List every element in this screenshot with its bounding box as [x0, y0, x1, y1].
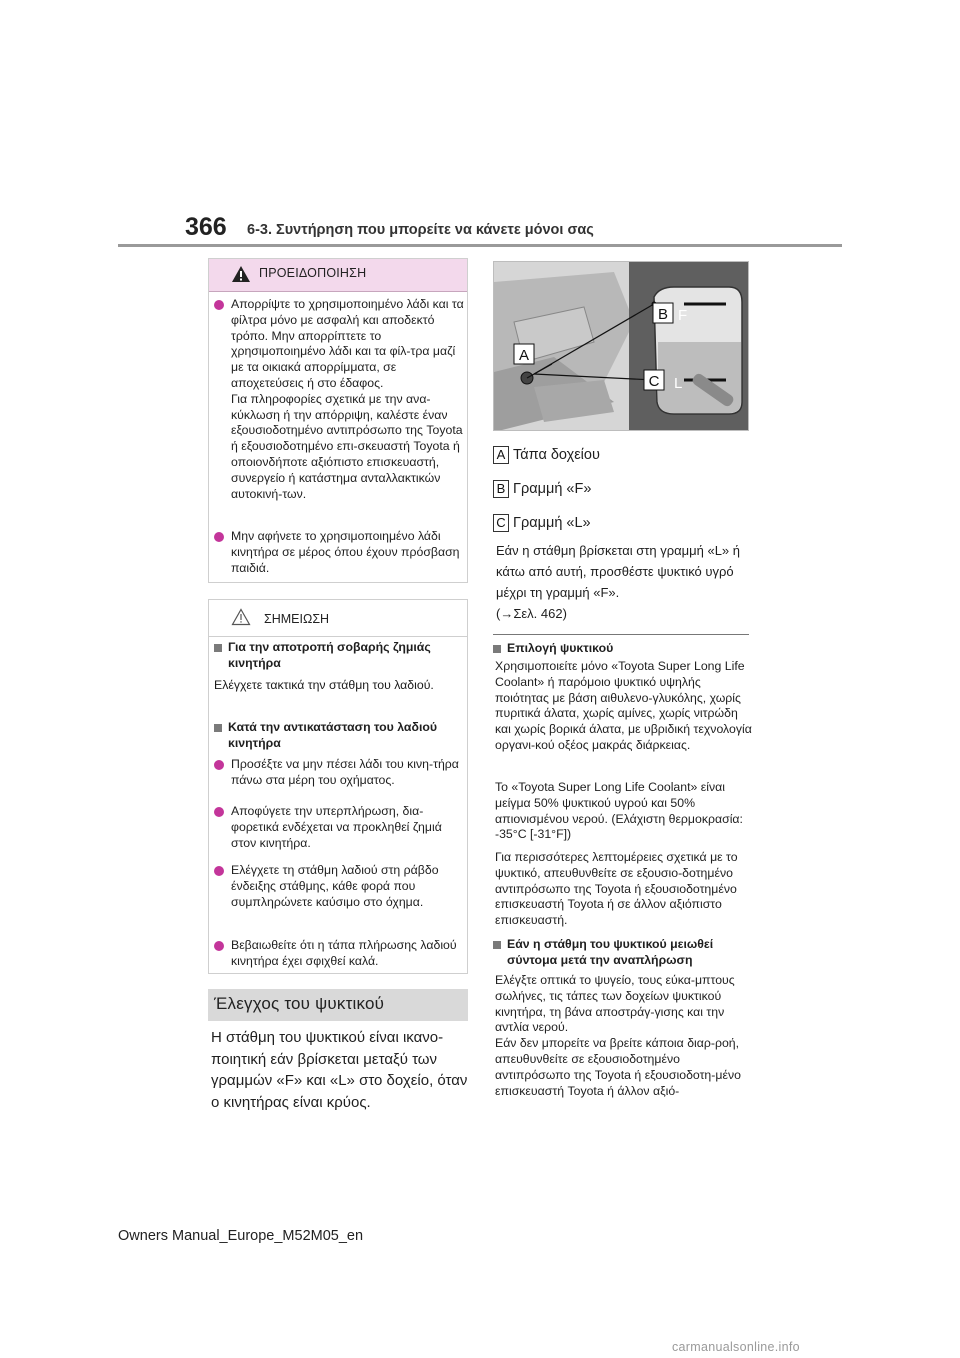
section-divider	[493, 634, 749, 635]
coolant-drop-p1: Ελέγξτε οπτικά το ψυγείο, τους εύκα-μπτους σωλήνες, τις τάπες των δοχείων ψυκτικού κινητήρα, τη βάνα αποστράγ-γισης και την αντλία νερού. Εάν δεν μπορείτε να βρείτε κάποια διαρ-ροή, απευθυνθείτε σε εξουσιοδοτημένο αντιπρόσωπο της Toyota ή εξουσιοδοτη-μένο επισκευαστή Toyota ή άλλον αξιό-	[495, 973, 741, 1098]
bullet-icon	[214, 760, 224, 770]
coolant-choice-p2: Το «Toyota Super Long Life Coolant» είναι μείγμα 50% ψυκτικού υγρού και 50% απιονισμένου νερού. (Ελάχιστη θερμοκρασία: -35°C [-31°F])	[495, 780, 743, 842]
warning-item-text: Μην αφήνετε το χρησιμοποιημένο λάδι κινητήρα σε μέρος όπου έχουν πρόσβαση παιδιά.	[231, 529, 460, 575]
note-item: Αποφύγετε την υπερπλήρωση, δια-φορετικά ενδέχεται να προκληθεί ζημιά στον κινητήρα.	[214, 804, 464, 851]
coolant-choice-p3: Για περισσότερες λεπτομέρειες σχετικά με το ψυκτικό, απευθυνθείτε σε εξουσιο-δοτημένο αντιπρόσωπο της Toyota ή εξουσιοδοτημένο επισκευαστή Toyota ή σε άλλον αξιόπιστο επισκευαστή.	[495, 850, 738, 928]
coolant-body-text: Η στάθμη του ψυκτικού είναι ικανο-ποιητική εάν βρίσκεται μεταξύ των γραμμών «F» και «L» στο δοχείο, όταν ο κινητήρας είναι κρύος.	[211, 1029, 468, 1111]
callout-b: B	[657, 306, 669, 323]
square-bullet-icon	[214, 724, 222, 732]
note-item: Βεβαιωθείτε ότι η τάπα πλήρωσης λαδιού κινητήρα έχει σφιχθεί καλά.	[214, 938, 464, 970]
note-item: Προσέξτε να μην πέσει λάδι του κινη-τήρα πάνω στα μέρη του οχήματος.	[214, 757, 464, 789]
page-number: 366	[185, 213, 227, 241]
bullet-icon	[214, 300, 224, 310]
bullet-icon	[214, 532, 224, 542]
bullet-icon	[214, 807, 224, 817]
note-title: ΣΗΜΕΙΩΣΗ	[264, 612, 330, 626]
engine-bay-illustration	[494, 262, 749, 431]
coolant-drop-heading: Εάν η στάθμη του ψυκτικού μειωθεί σύντομα μετά την αναπλήρωση	[493, 937, 751, 969]
note-box	[208, 599, 468, 974]
square-bullet-icon	[493, 941, 501, 949]
warning-box	[208, 258, 468, 583]
note-section-heading: Για την αποτροπή σοβαρής ζημιάς κινητήρα	[214, 640, 464, 672]
note-item: Ελέγχετε τη στάθμη λαδιού στη ράβδο ένδειξης στάθμης, κάθε φορά που συμπληρώνετε καύσιμο στο όχημα.	[214, 863, 464, 910]
callout-c: C	[648, 373, 660, 390]
warning-header	[209, 259, 467, 292]
coolant-choice-p1: Χρησιμοποιείτε μόνο «Toyota Super Long Life Coolant» ή παρόμοιο ψυκτικό υψηλής ποιότητας με βάση αιθυλενο-γλυκόλης, χωρίς πυριτικά άλατα, χωρίς αμίνες, χωρίς νιτρώδη και χωρίς βορικά άλατα, με υβριδική τεχνολογία οργανι-κού οξέος μακράς διάρκειας.	[495, 659, 752, 752]
level-instruction: Εάν η στάθμη βρίσκεται στη γραμμή «L» ή κάτω από αυτή, προσθέστε ψυκτικό υγρό μέχρι τη γραμμή «F». (→Σελ. 462)	[496, 543, 741, 621]
warning-item	[214, 529, 464, 576]
coolant-section-heading	[208, 989, 468, 1021]
marker-f: F	[678, 307, 688, 324]
letter-box: B	[493, 480, 509, 498]
warning-item-text: Απορρίψτε το χρησιμοποιημένο λάδι και τα φίλτρα μόνο με ασφαλή και αποδεκτό τρόπο. Μην απορρίπτετε το χρησιμοποιημένο λάδι και τα φίλ-τρα μαζί με τα οικιακά απορρίμματα, σε αποχετεύσεις ή στο έδαφος. Για πληροφορίες σχετικά με την ανα-κύκλωση ή την απόρριψη, καλέστε έναν εξουσιοδοτημένο αντιπρόσωπο της Toyota ή εξουσιοδοτημένο επι-σκευαστή Toyota ή οποιονδήποτε αξιόπιστο επισκευαστή, συνεργείο ή κατάστημα ανταλλακτικών αυτοκινή-των.	[231, 297, 464, 501]
footer-manual-id: Owners Manual_Europe_M52M05_en	[118, 1228, 364, 1244]
coolant-reservoir-figure	[493, 261, 749, 431]
marker-l: L	[674, 375, 683, 392]
header-divider	[118, 244, 842, 247]
callout-a: A	[518, 347, 530, 364]
bullet-icon	[214, 866, 224, 876]
caution-icon	[231, 608, 251, 626]
coolant-heading-text: Έλεγχος του ψυκτικού	[214, 994, 385, 1013]
letter-box: C	[493, 514, 509, 532]
bullet-icon	[214, 941, 224, 951]
warning-icon	[231, 265, 251, 283]
warning-item	[214, 297, 464, 502]
watermark: carmanualsonline.info	[672, 1340, 800, 1354]
label-text: Γραμμή «L»	[513, 515, 591, 531]
note-text: Ελέγχετε τακτικά την στάθμη του λαδιού.	[214, 678, 434, 692]
note-section-heading: Κατά την αντικατάσταση του λαδιού κινητήρα	[214, 720, 464, 752]
coolant-choice-heading: Επιλογή ψυκτικού	[493, 641, 751, 657]
label-text: Τάπα δοχείου	[513, 447, 600, 463]
label-text: Γραμμή «F»	[513, 481, 592, 497]
letter-box: A	[493, 446, 509, 464]
square-bullet-icon	[493, 645, 501, 653]
square-bullet-icon	[214, 644, 222, 652]
note-header	[209, 600, 467, 637]
warning-title: ΠΡΟΕΙΔΟΠΟΙΗΣΗ	[259, 266, 367, 280]
section-title: 6-3. Συντήρηση που μπορείτε να κάνετε μόνοι σας	[247, 222, 594, 238]
